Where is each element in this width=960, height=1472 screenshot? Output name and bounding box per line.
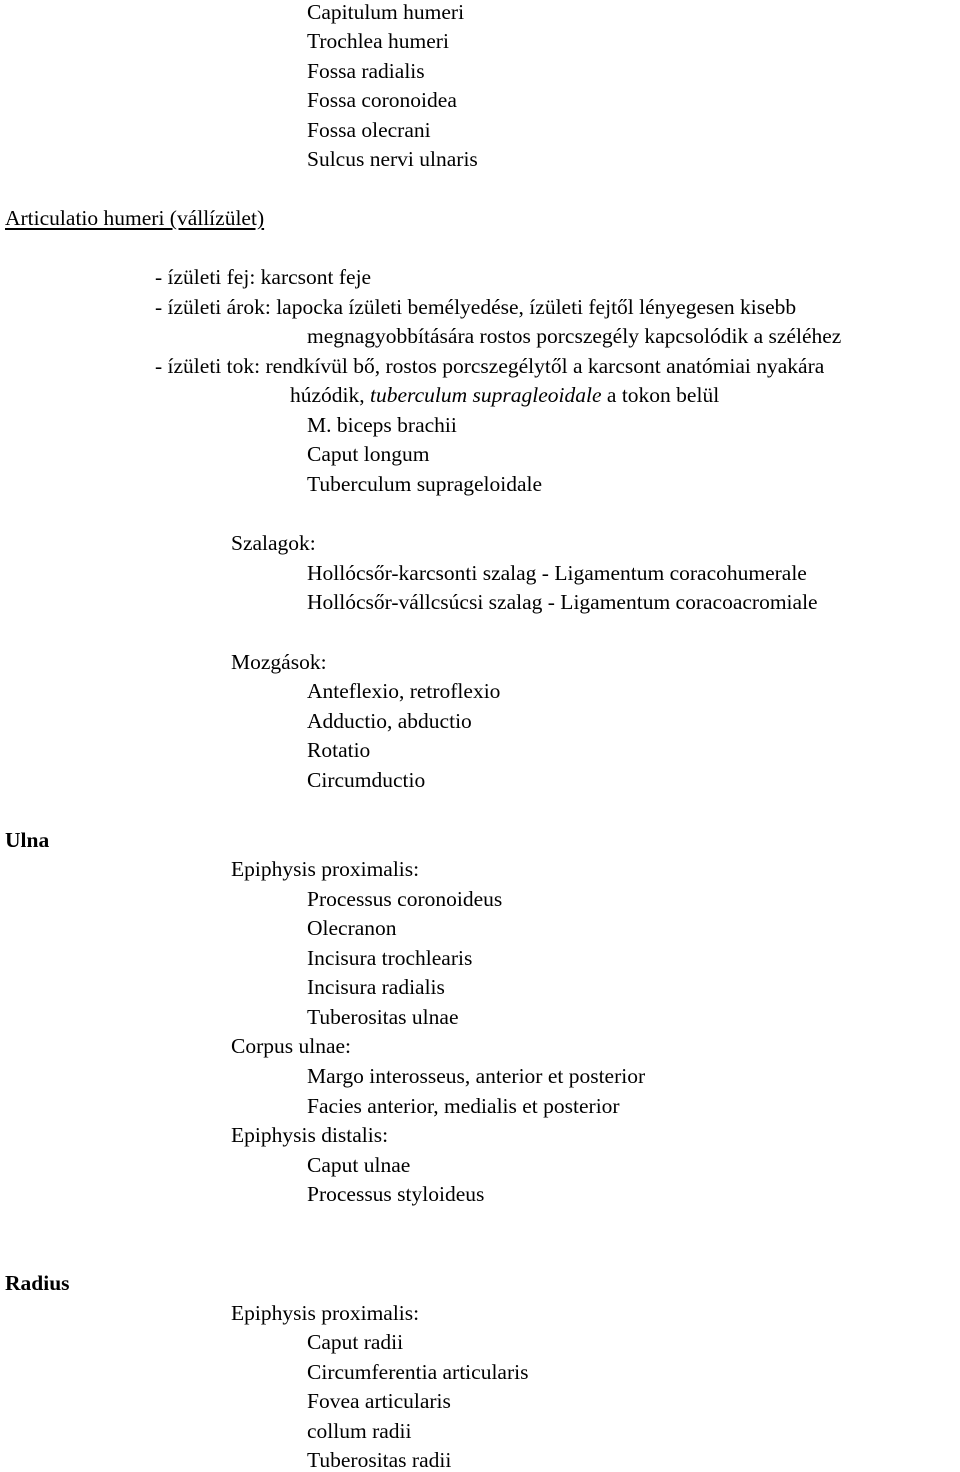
ulna-corpus-item: Facies anterior, medialis et posterior <box>307 1094 620 1118</box>
ligament-item: Hollócsőr-vállcsúcsi szalag - Ligamentum coracoacromiale <box>307 590 818 614</box>
biceps-line: Caput longum <box>307 442 430 466</box>
ulna-corpus-label: Corpus ulnae: <box>231 1034 352 1058</box>
humerus-feature: Capitulum humeri <box>307 0 465 24</box>
humerus-feature: Sulcus nervi ulnaris <box>307 147 478 171</box>
joint-socket-line: - ízületi árok: lapocka ízületi bemélyedése, ízületi fejtől lényegesen kisebb <box>155 295 797 319</box>
humerus-feature: Fossa olecrani <box>307 118 431 142</box>
ulna-proximal-item: Incisura radialis <box>307 975 445 999</box>
capsule-text: a tokon belül <box>601 383 720 407</box>
joint-socket-continuation: megnagyobbítására rostos porcszegély kapcsolódik a széléhez <box>307 324 842 348</box>
movement-item: Anteflexio, retroflexio <box>307 679 501 703</box>
ulna-heading: Ulna <box>5 828 50 852</box>
ligament-item: Hollócsőr-karcsonti szalag - Ligamentum coracohumerale <box>307 561 807 585</box>
ligaments-label: Szalagok: <box>231 531 316 555</box>
joint-head-line: - ízületi fej: karcsont feje <box>155 265 372 289</box>
capsule-italic-term: tuberculum supragleoidale <box>370 383 602 407</box>
humerus-feature: Trochlea humeri <box>307 29 449 53</box>
biceps-line: Tuberculum suprageloidale <box>307 472 543 496</box>
biceps-line: M. biceps brachii <box>307 413 457 437</box>
radius-heading: Radius <box>5 1271 70 1295</box>
radius-proximal-label: Epiphysis proximalis: <box>231 1301 420 1325</box>
ulna-proximal-item: Tuberositas ulnae <box>307 1005 459 1029</box>
movements-label: Mozgások: <box>231 650 327 674</box>
humerus-feature: Fossa radialis <box>307 59 425 83</box>
joint-capsule-continuation <box>290 385 719 407</box>
ulna-distal-item: Caput ulnae <box>307 1153 411 1177</box>
radius-proximal-item: Fovea articularis <box>307 1389 451 1413</box>
humerus-feature: Fossa coronoidea <box>307 88 457 112</box>
ulna-distal-item: Processus styloideus <box>307 1182 485 1206</box>
capsule-text: húzódik, <box>290 383 371 407</box>
radius-proximal-item: collum radii <box>307 1419 412 1443</box>
ulna-proximal-item: Olecranon <box>307 916 397 940</box>
movement-item: Circumductio <box>307 768 426 792</box>
joint-capsule-line: - ízületi tok: rendkívül bő, rostos porcszegélytől a karcsont anatómiai nyakára <box>155 354 825 378</box>
radius-proximal-item: Caput radii <box>307 1330 404 1354</box>
radius-proximal-item: Circumferentia articularis <box>307 1360 529 1384</box>
movement-item: Rotatio <box>307 738 371 762</box>
movement-item: Adductio, abductio <box>307 709 472 733</box>
ulna-proximal-item: Processus coronoideus <box>307 887 503 911</box>
ulna-corpus-item: Margo interosseus, anterior et posterior <box>307 1064 646 1088</box>
ulna-distal-label: Epiphysis distalis: <box>231 1123 389 1147</box>
ulna-proximal-item: Incisura trochlearis <box>307 946 473 970</box>
radius-proximal-item: Tuberositas radii <box>307 1448 452 1472</box>
shoulder-heading: Articulatio humeri (vállízület) <box>5 206 265 230</box>
ulna-proximal-label: Epiphysis proximalis: <box>231 857 420 881</box>
